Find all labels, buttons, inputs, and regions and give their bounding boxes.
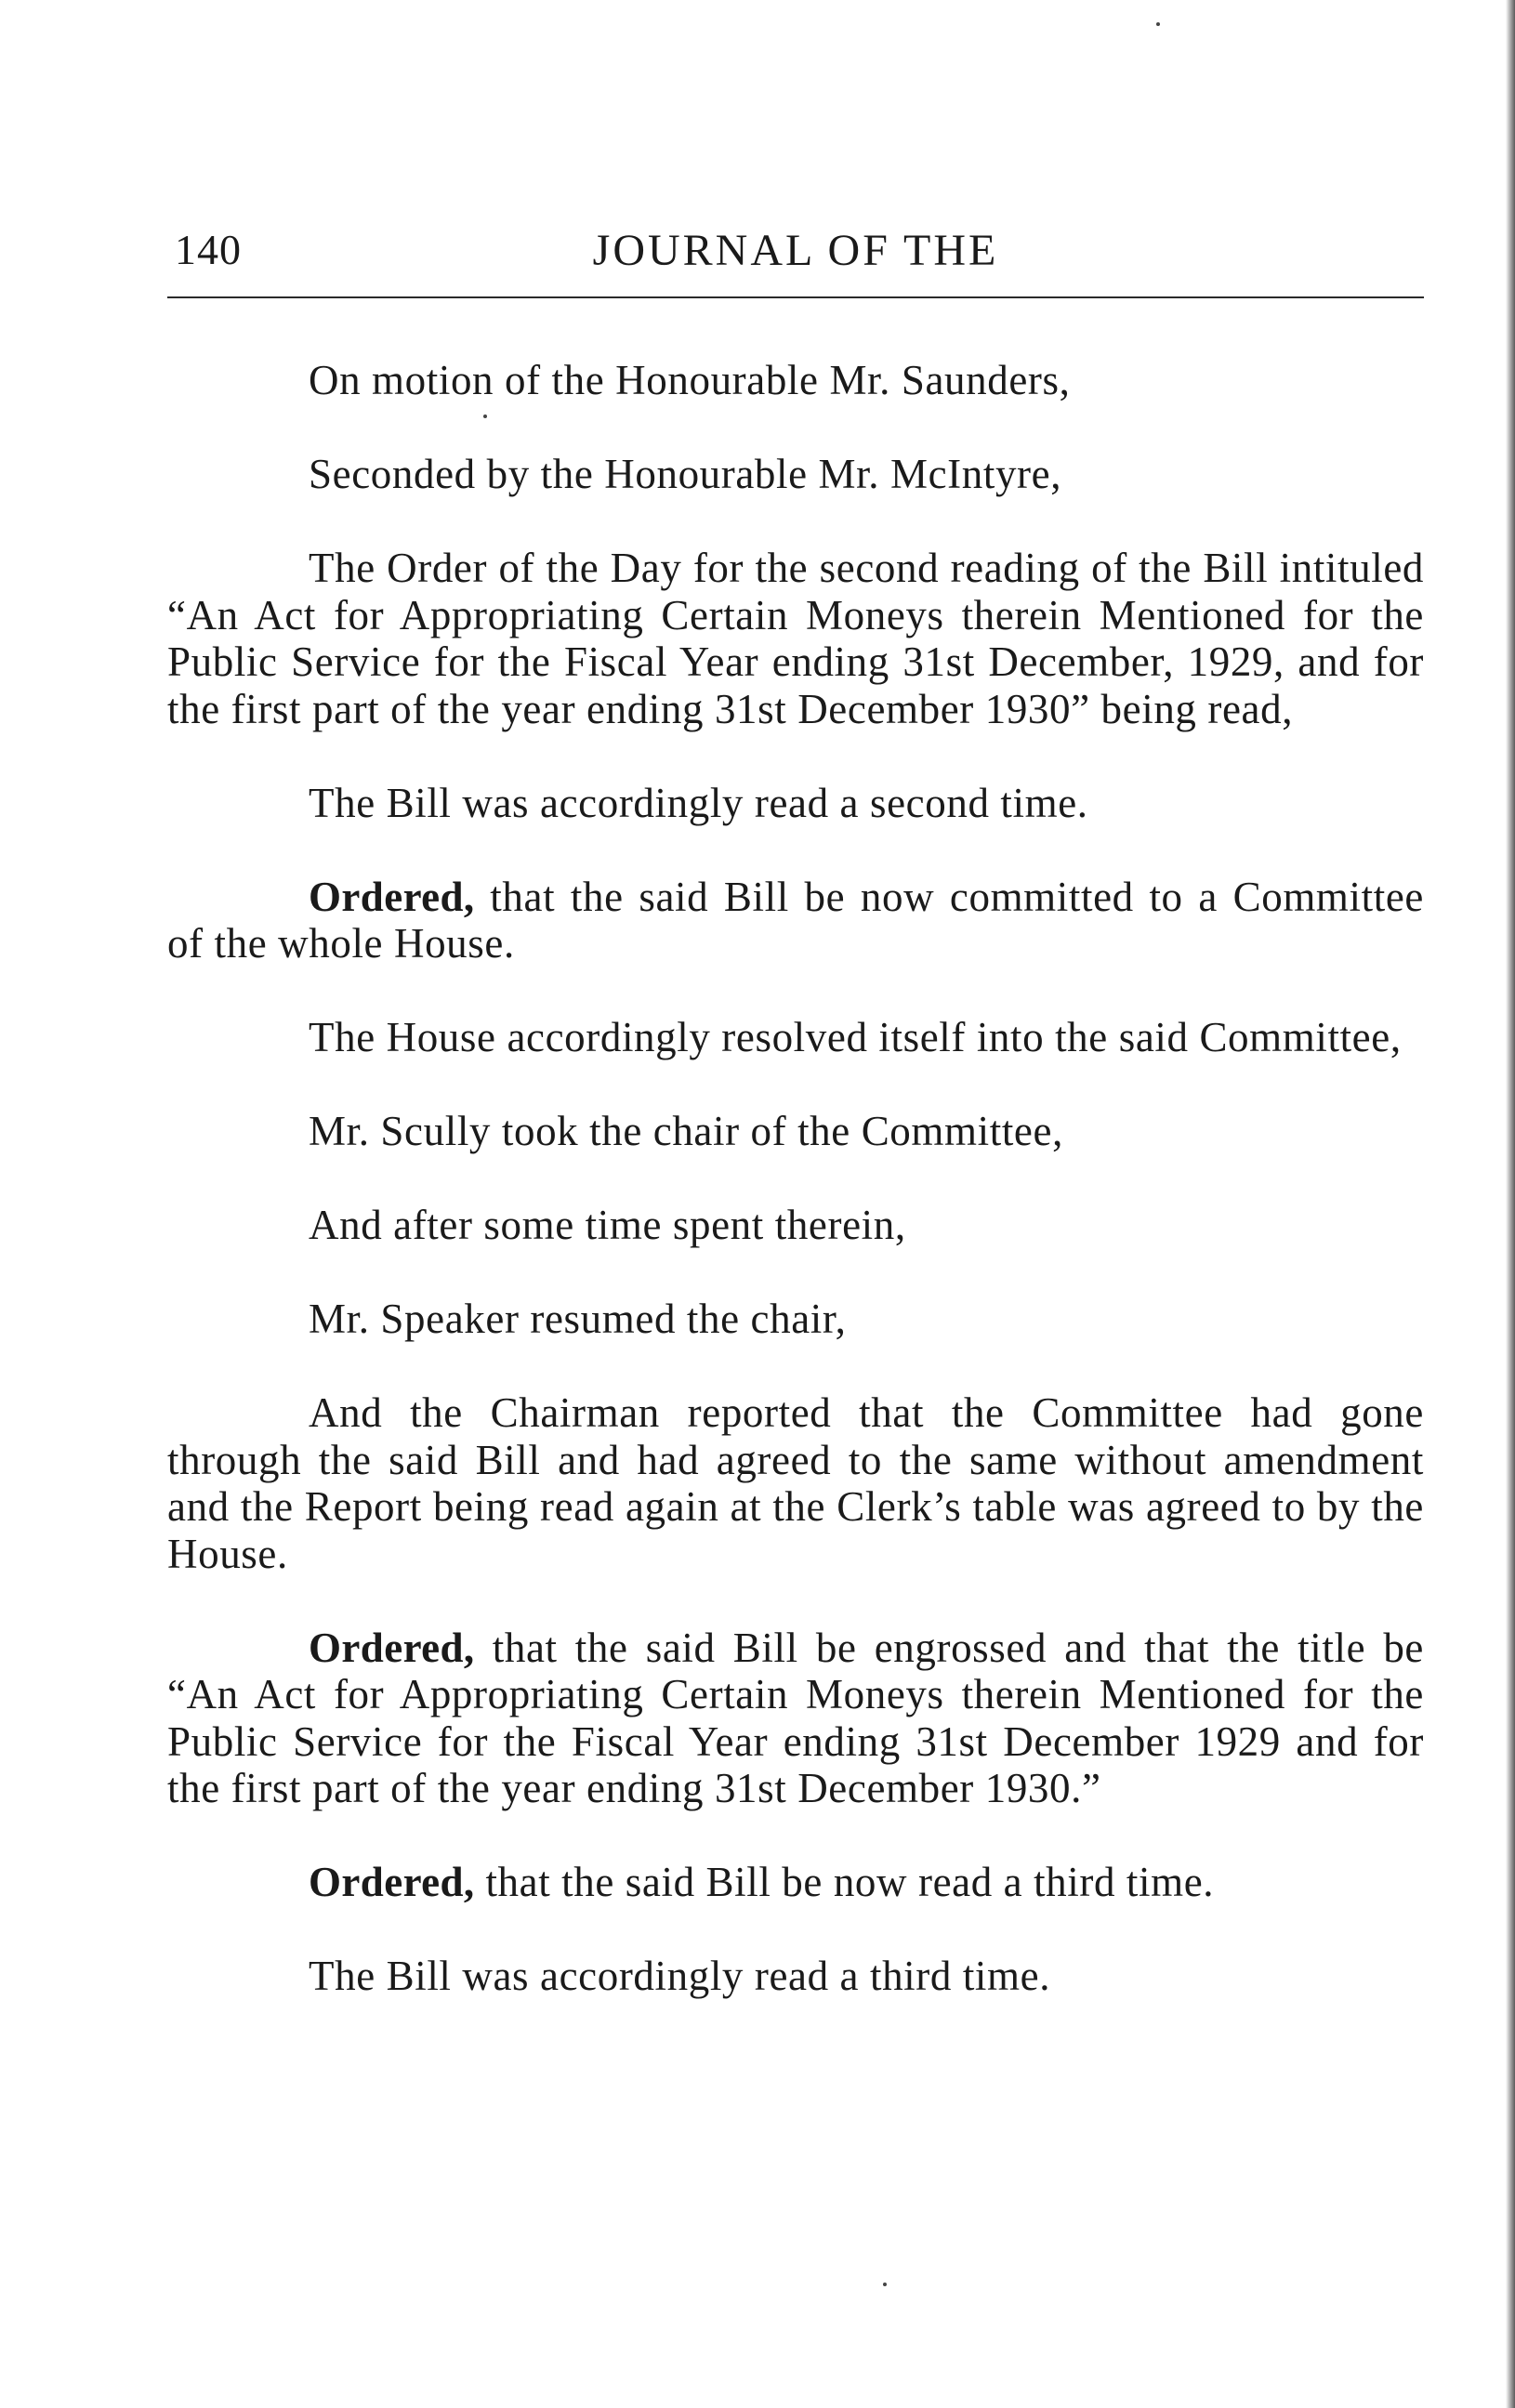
- ordered-label: Ordered,: [309, 1624, 475, 1671]
- paragraph-chair-taken: [167, 1108, 1424, 1155]
- ordered-label: Ordered,: [309, 873, 475, 920]
- scan-speck: [883, 2283, 887, 2286]
- paragraph-seconded: [167, 451, 1424, 498]
- paragraph-speaker-resumed: [167, 1296, 1424, 1343]
- paragraph-text: The House accordingly resolved itself into the said Committee,: [309, 1014, 1402, 1060]
- paragraph-ordered-engrossed: [167, 1625, 1424, 1812]
- page-edge-shadow: [1506, 0, 1515, 2408]
- paragraph-text: And after some time spent therein,: [309, 1202, 906, 1248]
- paragraph-chairman-reported: [167, 1389, 1424, 1577]
- paragraph-text: that the said Bill be now read a third time.: [474, 1859, 1215, 1905]
- scan-speck: [483, 414, 487, 418]
- paragraph-text: The Order of the Day for the second reading of the Bill intituled “An Act for Appropriating Certain Moneys therein Mentioned for the Public Service for the Fiscal Year ending 31st December, 1929, and for the first part of the year ending 31st December 1930” being read,: [167, 545, 1424, 732]
- scan-speck: [1156, 22, 1160, 26]
- paragraph-text: On motion of the Honourable Mr. Saunders,: [309, 357, 1071, 403]
- paragraph-order-of-day: [167, 545, 1424, 732]
- paragraph-text: that the said Bill be engrossed and that the title be “An Act for Appropriating Certain Moneys therein Mentioned for the Public Service for the Fiscal Year ending 31st December 1929 and for the first part of the year ending 31st December 1930.”: [167, 1624, 1424, 1811]
- page-number: 140: [175, 226, 242, 273]
- paragraph-motion: [167, 357, 1424, 404]
- paragraph-house-resolved: [167, 1014, 1424, 1061]
- paragraph-text: The Bill was accordingly read a second time.: [309, 779, 1088, 826]
- paragraph-text: that the said Bill be now committed to a Committee of the whole House.: [167, 873, 1424, 967]
- paragraph-ordered-committed: [167, 874, 1424, 967]
- header-rule: [167, 296, 1424, 298]
- paragraph-text: The Bill was accordingly read a third time.: [309, 1953, 1051, 1999]
- paragraph-second-reading: [167, 780, 1424, 827]
- running-head: JOURNAL OF THE: [592, 226, 999, 275]
- paragraph-text: Mr. Scully took the chair of the Committee,: [309, 1108, 1063, 1154]
- paragraph-ordered-third-reading: [167, 1859, 1424, 1906]
- paragraph-text: And the Chairman reported that the Committee had gone through the said Bill and had agreed to the same without amendment and the Report being read again at the Clerk’s table was agreed to by the House.: [167, 1389, 1424, 1577]
- ordered-label: Ordered,: [309, 1859, 475, 1905]
- paragraph-third-reading: [167, 1953, 1424, 2000]
- paragraph-text: Mr. Speaker resumed the chair,: [309, 1296, 847, 1342]
- journal-body: [167, 357, 1424, 2046]
- page-header: [167, 216, 1424, 283]
- paragraph-text: Seconded by the Honourable Mr. McIntyre,: [309, 451, 1062, 497]
- paragraph-time-spent: [167, 1202, 1424, 1249]
